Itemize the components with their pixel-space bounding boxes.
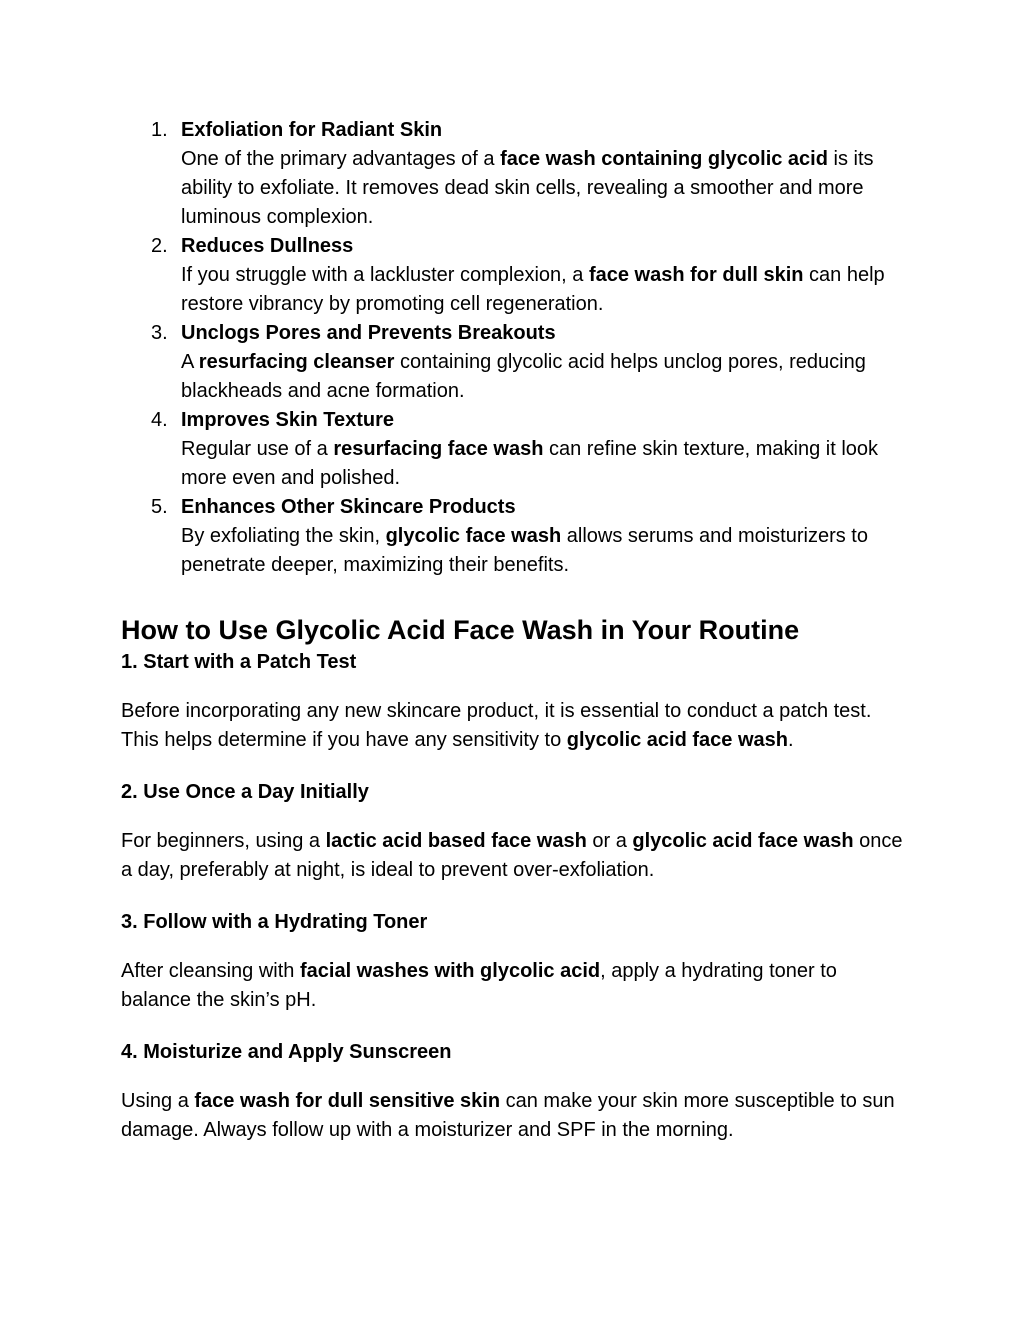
step-paragraph — [121, 697, 911, 755]
bold-keyword: glycolic acid face wash — [632, 830, 854, 852]
step-heading: 1. Start with a Patch Test — [121, 651, 357, 673]
body-text: or a — [586, 830, 633, 852]
body-text: can help restore vibrancy by promoting cell regeneration. — [181, 264, 885, 315]
list-item-title: Exfoliation for Radiant Skin — [181, 119, 443, 141]
body-text: can refine skin texture, making it look more even and polished. — [181, 438, 879, 489]
benefits-list — [121, 116, 911, 580]
bold-keyword: face wash for dull skin — [588, 264, 804, 286]
list-item-body — [181, 145, 911, 232]
list-item-body — [181, 435, 911, 493]
list-item-body — [181, 261, 911, 319]
body-text: One of the primary advantages of a — [181, 148, 501, 170]
body-text: can make your skin more susceptible to sun damage. Always follow up with a moisturizer and SPF in the morning. — [121, 1090, 895, 1141]
body-text: For beginners, using a — [121, 830, 326, 852]
bold-keyword: glycolic face wash — [385, 525, 562, 547]
list-item — [121, 406, 911, 493]
bold-keyword: glycolic acid face wash — [566, 729, 788, 751]
list-item-title: Unclogs Pores and Prevents Breakouts — [181, 322, 556, 344]
step-heading: 4. Moisturize and Apply Sunscreen — [121, 1041, 452, 1063]
list-item-title: Enhances Other Skincare Products — [181, 496, 516, 518]
bold-keyword: resurfacing face wash — [333, 438, 544, 460]
body-text: containing glycolic acid helps unclog pores, reducing blackheads and acne formation. — [181, 351, 866, 402]
list-item — [121, 232, 911, 319]
list-number: 1. — [151, 119, 168, 141]
list-number: 5. — [151, 496, 168, 518]
body-text: . — [788, 729, 794, 751]
list-item-body — [181, 348, 911, 406]
list-number: 2. — [151, 235, 168, 257]
body-text: , apply a hydrating toner to balance the skin’s pH. — [121, 960, 837, 1011]
body-text: If you struggle with a lackluster complexion, a — [181, 264, 589, 286]
body-text: By exfoliating the skin, — [181, 525, 386, 547]
document-page — [121, 116, 911, 1145]
bold-keyword: facial washes with glycolic acid — [299, 960, 601, 982]
list-item-title: Improves Skin Texture — [181, 409, 395, 431]
bold-keyword: face wash for dull sensitive skin — [194, 1090, 501, 1112]
list-item — [121, 319, 911, 406]
bold-keyword: resurfacing cleanser — [198, 351, 395, 373]
list-number: 3. — [151, 322, 168, 344]
list-item-title: Reduces Dullness — [181, 235, 354, 257]
list-item — [121, 116, 911, 232]
section-heading: How to Use Glycolic Acid Face Wash in Your Routine — [121, 615, 800, 645]
bold-keyword: lactic acid based face wash — [325, 830, 587, 852]
body-text: Regular use of a — [181, 438, 334, 460]
list-item — [121, 493, 911, 580]
body-text: is its ability to exfoliate. It removes dead skin cells, revealing a smoother and more luminous complexion. — [181, 148, 874, 228]
step-heading: 2. Use Once a Day Initially — [121, 781, 369, 803]
list-number: 4. — [151, 409, 168, 431]
body-text: Before incorporating any new skincare product, it is essential to conduct a patch test. This helps determine if you have any sensitivity to — [121, 700, 872, 751]
step-heading: 3. Follow with a Hydrating Toner — [121, 911, 428, 933]
step-paragraph — [121, 827, 911, 885]
bold-keyword: face wash containing glycolic acid — [500, 148, 828, 170]
step-paragraph — [121, 957, 911, 1015]
step-paragraph — [121, 1087, 911, 1145]
body-text: After cleansing with — [121, 960, 300, 982]
body-text: Using a — [121, 1090, 195, 1112]
body-text: A — [181, 351, 199, 373]
list-item-body — [181, 522, 911, 580]
body-text: allows serums and moisturizers to penetrate deeper, maximizing their benefits. — [181, 525, 868, 576]
body-text: once a day, preferably at night, is ideal to prevent over-exfoliation. — [121, 830, 903, 881]
